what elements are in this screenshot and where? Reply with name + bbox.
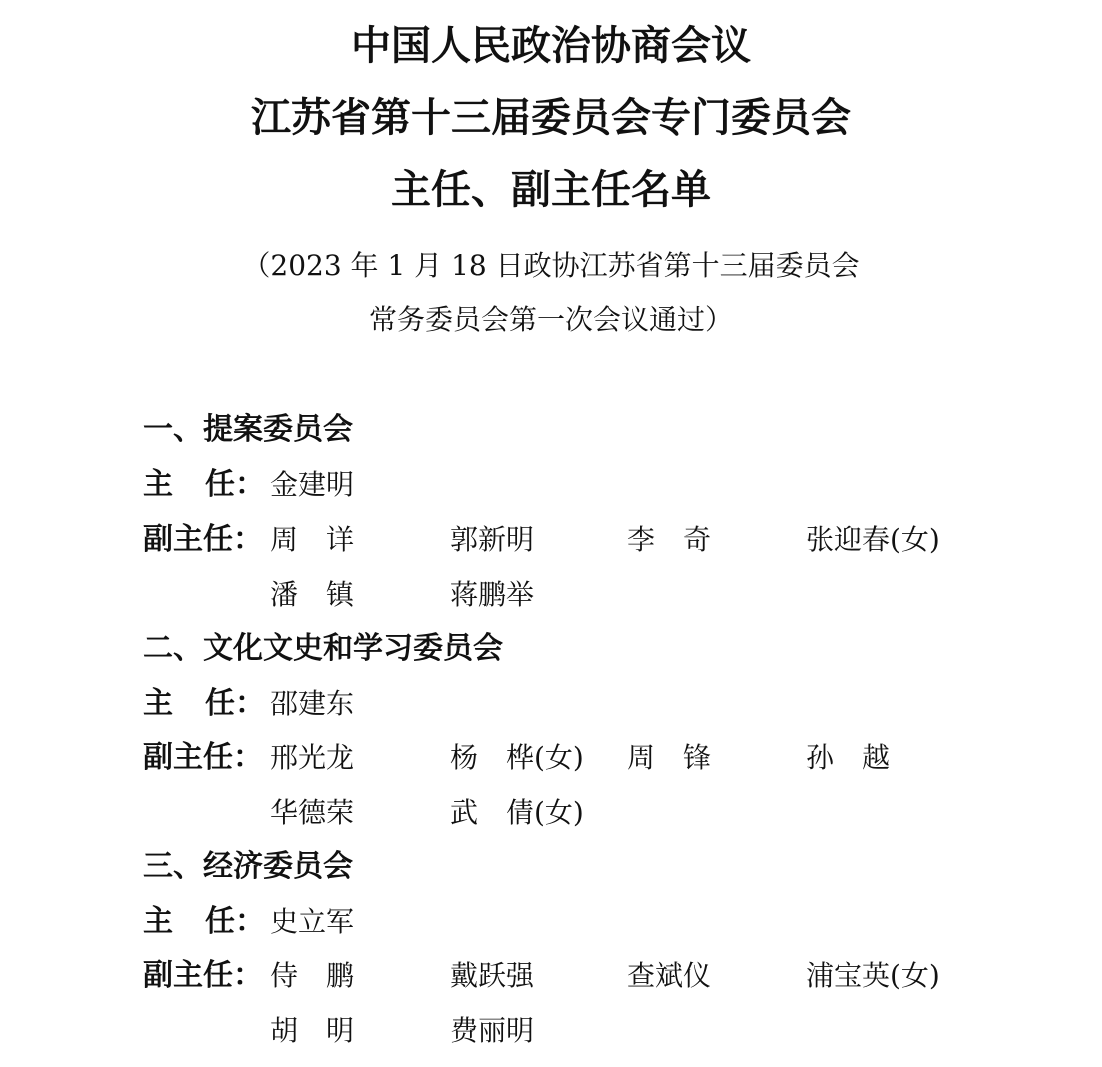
deputy-name: 潘 镇: [270, 578, 355, 611]
director-name: 金建明: [270, 468, 355, 501]
director-name: 邵建东: [270, 687, 355, 720]
title-line-3: 主任、副主任名单: [391, 167, 711, 213]
section-heading: 一、提案委员会: [143, 412, 353, 447]
director-label-part-1: 主: [143, 467, 173, 502]
section-heading: 二、文化文史和学习委员会: [143, 631, 503, 666]
deputy-name: 费丽明: [450, 1014, 535, 1047]
deputy-name: 孙 越: [806, 741, 891, 774]
director-label-part-1: 主: [143, 686, 173, 721]
director-name: 史立军: [270, 905, 355, 938]
deputy-name: 武 倩(女): [450, 796, 584, 829]
deputy-label: 副主任：: [143, 740, 263, 775]
deputy-name: 华德荣: [270, 796, 355, 829]
deputy-name: 侍 鹏: [270, 959, 355, 992]
deputy-name: 周 详: [270, 523, 355, 556]
deputy-name: 戴跃强: [450, 959, 535, 992]
subtitle-line-1: （2023 年 1 月 18 日政协江苏省第十三届委员会: [242, 249, 860, 282]
deputy-name: 周 锋: [627, 741, 712, 774]
deputy-name: 浦宝英(女): [806, 959, 940, 992]
director-label-part-2: 任：: [205, 467, 265, 502]
deputy-name: 邢光龙: [270, 741, 355, 774]
title-line-2: 江苏省第十三届委员会专门委员会: [251, 95, 851, 141]
deputy-name: 杨 桦(女): [450, 741, 584, 774]
deputy-name: 张迎春(女): [806, 523, 940, 556]
deputy-name: 李 奇: [627, 523, 712, 556]
deputy-label: 副主任：: [143, 958, 263, 993]
director-label-part-1: 主: [143, 904, 173, 939]
deputy-name: 郭新明: [450, 523, 535, 556]
director-label-part-2: 任：: [205, 686, 265, 721]
section-heading: 三、经济委员会: [143, 849, 353, 884]
deputy-name: 查斌仪: [627, 959, 712, 992]
subtitle-line-2: 常务委员会第一次会议通过）: [368, 303, 733, 336]
title-line-1: 中国人民政治协商会议: [351, 23, 751, 69]
deputy-label: 副主任：: [143, 522, 263, 557]
deputy-name: 蒋鹏举: [450, 578, 535, 611]
director-label-part-2: 任：: [205, 904, 265, 939]
deputy-name: 胡 明: [270, 1014, 355, 1047]
